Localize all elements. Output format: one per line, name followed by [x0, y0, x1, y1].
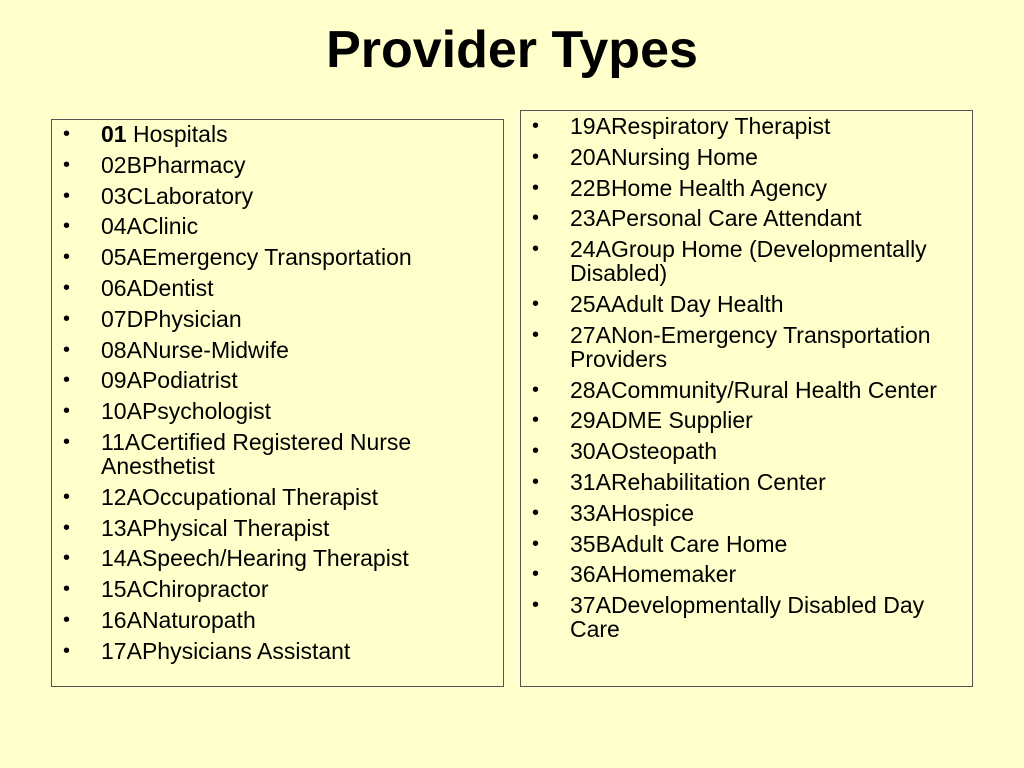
provider-item: [60, 368, 499, 392]
provider-item: [60, 184, 499, 208]
provider-item: [60, 214, 499, 238]
provider-item: [60, 245, 499, 269]
provider-code: 03C: [101, 182, 144, 209]
provider-label: Certified Registered Nurse Anesthetist: [101, 428, 412, 479]
provider-label: Community/Rural Health Center: [610, 376, 937, 403]
bullet-icon: •: [63, 430, 71, 453]
provider-code: 23A: [570, 205, 611, 232]
bullet-icon: •: [532, 594, 540, 617]
bullet-icon: •: [532, 207, 540, 230]
provider-item: [529, 176, 968, 200]
provider-code: 05A: [101, 244, 142, 271]
provider-label: Chiropractor: [141, 576, 269, 603]
provider-item: [529, 408, 968, 432]
left-provider-list: [60, 122, 499, 663]
provider-code: 27A: [570, 321, 611, 348]
bullet-icon: •: [532, 378, 540, 401]
provider-label: Group Home (Developmentally Disabled): [570, 236, 927, 287]
bullet-icon: •: [532, 563, 540, 586]
provider-label: Homemaker: [610, 561, 737, 588]
provider-label: Non-Emergency Transportation Providers: [570, 321, 931, 372]
provider-item: [529, 501, 968, 525]
provider-item: [60, 577, 499, 601]
provider-label: Laboratory: [143, 182, 254, 209]
provider-code: 06A: [101, 274, 142, 301]
provider-code: 29A: [570, 407, 611, 434]
provider-label: Dentist: [141, 274, 214, 301]
provider-label: Clinic: [141, 213, 199, 240]
provider-label: Speech/Hearing Therapist: [141, 545, 409, 572]
provider-label: Hospice: [610, 499, 695, 526]
provider-label: Home Health Agency: [610, 174, 828, 201]
bullet-icon: •: [532, 115, 540, 137]
provider-item: [529, 470, 968, 494]
provider-label: Adult Care Home: [610, 530, 788, 557]
provider-code: 08A: [101, 336, 142, 363]
bullet-icon: •: [63, 215, 71, 238]
bullet-icon: •: [63, 123, 71, 145]
provider-code: 10A: [101, 398, 142, 425]
bullet-icon: •: [63, 578, 71, 601]
provider-code: 36A: [570, 561, 611, 588]
provider-code: 19A: [570, 113, 611, 139]
provider-item: [529, 378, 968, 402]
provider-item: [60, 639, 499, 663]
provider-code: 13A: [101, 514, 142, 541]
provider-item: [529, 206, 968, 230]
provider-code: 11A: [101, 428, 141, 455]
provider-label: Occupational Therapist: [141, 483, 379, 510]
provider-item: [529, 323, 968, 371]
bullet-icon: •: [532, 440, 540, 463]
provider-item: [60, 546, 499, 570]
provider-item: [60, 276, 499, 300]
bullet-icon: •: [532, 532, 540, 555]
provider-code: 37A: [570, 592, 611, 619]
provider-item: [60, 338, 499, 362]
provider-code: 07D: [101, 305, 144, 332]
bullet-icon: •: [63, 153, 71, 176]
provider-item: [60, 122, 499, 146]
provider-code: 12A: [101, 483, 142, 510]
bullet-icon: •: [63, 400, 71, 423]
provider-label: Psychologist: [141, 398, 272, 425]
provider-item: [529, 532, 968, 556]
bullet-icon: •: [63, 516, 71, 539]
provider-code: 16A: [101, 606, 142, 633]
provider-code: 22B: [570, 174, 611, 201]
provider-code: 14A: [101, 545, 142, 572]
bullet-icon: •: [63, 338, 71, 361]
bullet-icon: •: [532, 323, 540, 346]
provider-code: 15A: [101, 576, 142, 603]
bullet-icon: •: [532, 176, 540, 199]
bullet-icon: •: [63, 547, 71, 570]
bullet-icon: •: [532, 292, 540, 315]
provider-label: Respiratory Therapist: [610, 113, 831, 139]
provider-label: Physical Therapist: [141, 514, 330, 541]
provider-code: 28A: [570, 376, 611, 403]
bullet-icon: •: [532, 470, 540, 493]
provider-code: 24A: [570, 236, 611, 263]
right-provider-list: [529, 114, 968, 641]
bullet-icon: •: [63, 369, 71, 392]
bullet-icon: •: [532, 409, 540, 432]
provider-code: 25A: [570, 290, 611, 317]
provider-item: [529, 145, 968, 169]
provider-label: Pharmacy: [141, 151, 246, 178]
provider-item: [60, 608, 499, 632]
provider-label: Developmentally Disabled Day Care: [570, 592, 925, 643]
bullet-icon: •: [532, 145, 540, 168]
provider-label: Hospitals: [132, 121, 228, 147]
bullet-icon: •: [63, 608, 71, 631]
right-list-box: [520, 110, 973, 687]
provider-label: Nurse-Midwife: [141, 336, 289, 363]
provider-label: Physicians Assistant: [141, 637, 351, 664]
provider-item: [529, 562, 968, 586]
provider-label: Nursing Home: [610, 143, 758, 170]
provider-code: 35B: [570, 530, 611, 557]
provider-label: Podiatrist: [141, 367, 238, 394]
provider-item: [60, 307, 499, 331]
provider-code: 33A: [570, 499, 611, 526]
provider-item: [529, 237, 968, 285]
provider-code: 01: [101, 121, 127, 147]
provider-label: Emergency Transportation: [141, 244, 412, 271]
provider-code: 17A: [101, 637, 142, 664]
provider-item: [529, 439, 968, 463]
bullet-icon: •: [63, 184, 71, 207]
provider-label: Physician: [143, 305, 242, 332]
bullet-icon: •: [63, 246, 71, 269]
provider-item: [529, 292, 968, 316]
provider-item: [60, 516, 499, 540]
provider-label: Adult Day Health: [610, 290, 784, 317]
provider-code: 20A: [570, 143, 611, 170]
provider-code: 30A: [570, 438, 611, 465]
bullet-icon: •: [63, 307, 71, 330]
provider-label: Rehabilitation Center: [610, 468, 826, 495]
provider-label: Naturopath: [141, 606, 256, 633]
provider-label: Osteopath: [610, 438, 718, 465]
provider-code: 02B: [101, 151, 142, 178]
provider-item: [529, 114, 968, 138]
provider-label: DME Supplier: [610, 407, 753, 434]
provider-code: 31A: [570, 468, 611, 495]
bullet-icon: •: [63, 639, 71, 662]
provider-code: 09A: [101, 367, 142, 394]
provider-label: Personal Care Attendant: [610, 205, 862, 232]
bullet-icon: •: [532, 501, 540, 524]
bullet-icon: •: [63, 485, 71, 508]
provider-code: 04A: [101, 213, 142, 240]
bullet-icon: •: [63, 276, 71, 299]
provider-item: [60, 485, 499, 509]
provider-item: [529, 593, 968, 641]
provider-item: [60, 430, 499, 478]
page-title: Provider Types: [326, 21, 698, 79]
bullet-icon: •: [532, 238, 540, 261]
provider-item: [60, 399, 499, 423]
left-list-box: [51, 119, 504, 687]
provider-item: [60, 153, 499, 177]
